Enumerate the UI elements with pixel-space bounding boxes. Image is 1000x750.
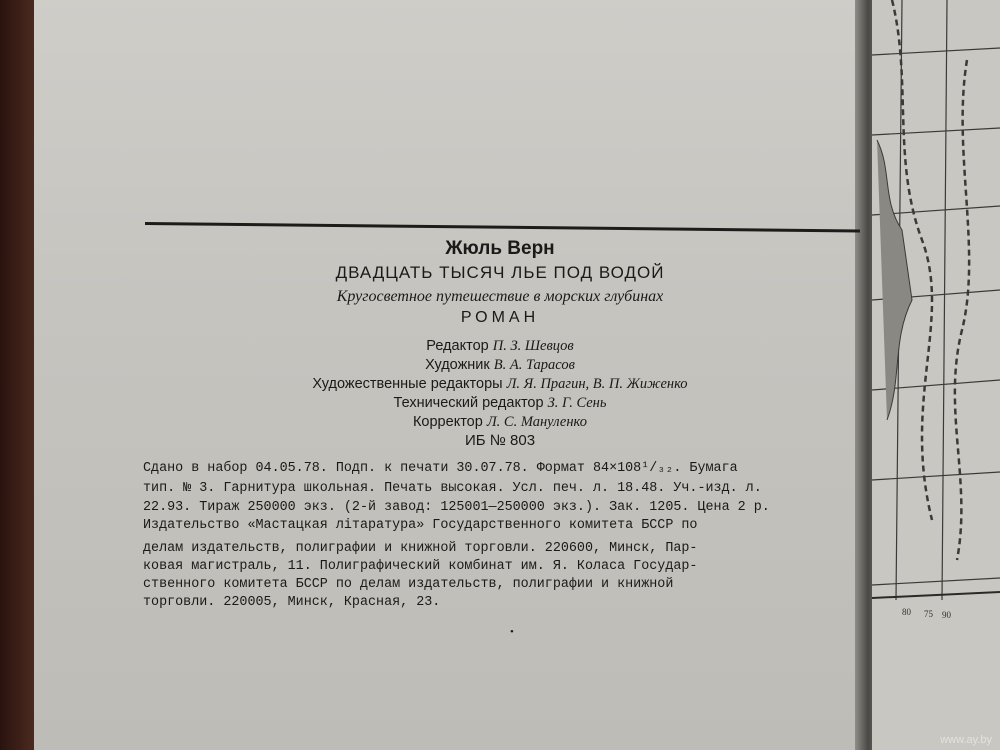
credit-role: Корректор <box>412 414 483 430</box>
book-subtitle: Кругосветное путешествие в морских глубинах <box>336 288 664 305</box>
credit-role: Художественные редакторы <box>312 376 503 392</box>
credit-role: Художник <box>425 357 490 373</box>
map-axis-label: 90 <box>942 610 951 620</box>
imprint-line: ковая магистраль, 11. Полиграфический комбинат им. Я. Коласа Государ- <box>143 559 698 574</box>
imprint-line: Сдано в набор 04.05.78. Подп. к печати 30.07.78. Формат 84×108¹/₃₂. Бумага <box>143 461 738 476</box>
credit-role: Редактор <box>426 338 489 354</box>
imprint-line: торговли. 220005, Минск, Красная, 23. <box>143 595 441 610</box>
credit-name: В. А. Тарасов <box>493 357 575 373</box>
map-illustration <box>872 0 1000 750</box>
map-axis-label: 75 <box>924 609 933 619</box>
map-page <box>872 0 1000 750</box>
watermark: www.ay.by <box>940 734 992 746</box>
book-title: ДВАДЦАТЬ ТЫСЯЧ ЛЬЕ ПОД ВОДОЙ <box>335 263 665 282</box>
imprint-line: 22.93. Тираж 250000 экз. (2-й завод: 125001—250000 экз.). Зак. 1205. Цена 2 р. <box>143 500 770 515</box>
credit-line <box>150 414 850 431</box>
credit-line <box>150 357 850 374</box>
credit-name: Л. С. Мануленко <box>486 414 587 430</box>
book-cover-edge <box>0 0 34 750</box>
credit-name: П. З. Шевцов <box>492 338 574 354</box>
map-axis-label: 80 <box>902 607 911 617</box>
ib-number: ИБ № 803 <box>464 432 536 449</box>
imprint-line: ственного комитета БССР по делам издательств, полиграфии и книжной <box>143 577 674 592</box>
credit-name: З. Г. Сень <box>547 395 607 411</box>
book-page <box>34 0 864 750</box>
credit-line <box>150 338 850 355</box>
credit-line <box>150 395 850 412</box>
imprint-line: тип. № 3. Гарнитура школьная. Печать высокая. Усл. печ. л. 18.48. Уч.-изд. л. <box>143 481 762 496</box>
book-author: Жюль Верн <box>445 238 555 259</box>
imprint-line: Издательство «Мастацкая літаратура» Государственного комитета БССР по <box>143 518 698 533</box>
credit-role: Технический редактор <box>393 395 544 411</box>
credit-name: Л. Я. Прагин, В. П. Жиженко <box>506 376 688 392</box>
credit-line <box>150 376 850 393</box>
printer-mark: • <box>510 626 514 638</box>
book-genre: РОМАН <box>460 309 540 326</box>
imprint-line: делам издательств, полиграфии и книжной торговли. 220600, Минск, Пар- <box>143 541 698 556</box>
